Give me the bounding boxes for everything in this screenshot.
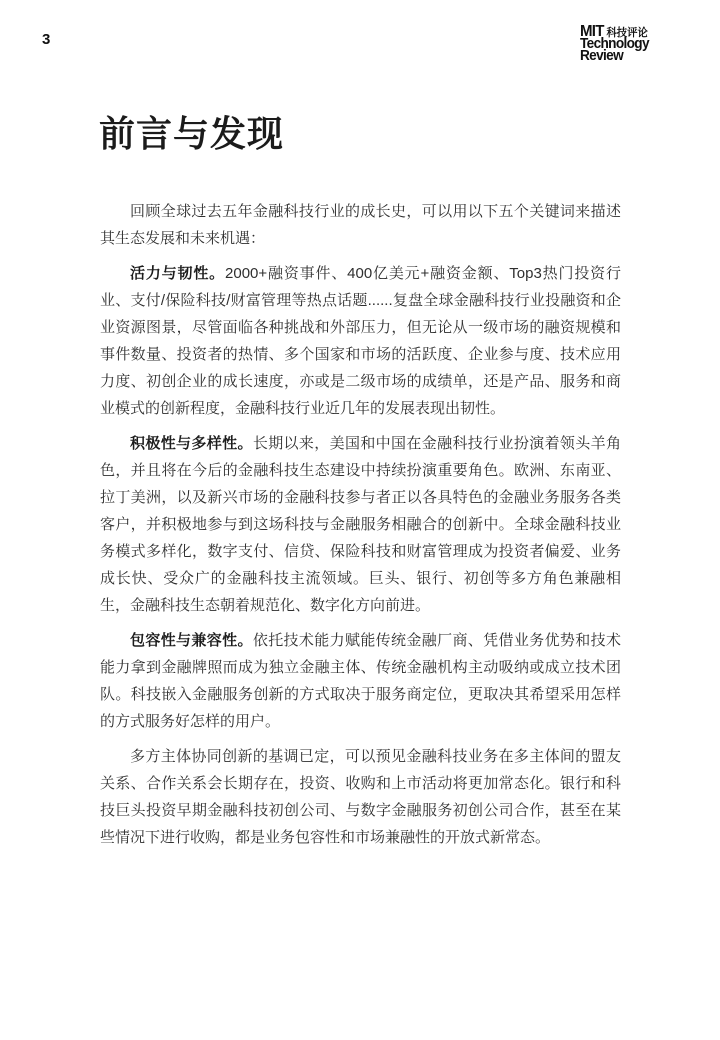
paragraph-text: 长期以来，美国和中国在金融科技行业扮演着领头羊角色，并且将在今后的金融科技生态建设中持续扮演重要角色。欧洲、东南亚、拉丁美洲，以及新兴市场的金融科技参与者正以各具特色的金融业务服务各类客户，并积极地参与到这场科技与金融服务相融合的创新中。全球金融科技业务模式多样化，数字支付、信贷、保险科技和财富管理成为投资者偏爱、业务成长快、受众广的金融科技主流领域。巨头、银行、初创等多方角色兼融相生，金融科技生态朝着规范化、数字化方向前进。 (100, 435, 621, 614)
body-content (100, 198, 621, 859)
paragraph-inclusiveness-compatibility (100, 627, 621, 735)
logo-review-text: Review (580, 48, 624, 64)
mit-technology-review-logo (580, 23, 649, 64)
paragraph-positivity-diversity (100, 430, 621, 619)
paragraph-text: 回顾全球过去五年金融科技行业的成长史，可以用以下五个关键词来描述其生态发展和未来机遇： (100, 203, 621, 247)
paragraph-text: 多方主体协同创新的基调已定，可以预见金融科技业务在多主体间的盟友关系、合作关系会长期存在，投资、收购和上市活动将更加常态化。银行和科技巨头投资早期金融科技初创公司、与数字金融服务初创公司合作，甚至在某些情况下进行收购，都是业务包容性和市场兼融性的开放式新常态。 (100, 748, 621, 846)
logo-chinese-text: 科技评论 (606, 27, 648, 39)
paragraph-text: 2000+融资事件、400亿美元+融资金额、Top3热门投资行业、支付/保险科技/财富管理等热点话题......复盘全球金融科技行业投融资和企业资源图景，尽管面临各种挑战和外部压力，但无论从一级市场的融资规模和事件数量、投资者的热情、多个国家和市场的活跃度、企业参与度、技术应用力度、初创企业的成长速度，亦或是二级市场的成绩单，还是产品、服务和商业模式的创新程度，金融科技行业近几年的发展表现出韧性。 (100, 265, 621, 417)
paragraph-lead: 包容性与兼容性。 (130, 632, 253, 649)
paragraph-lead: 活力与韧性。 (130, 265, 226, 282)
paragraph-lead: 积极性与多样性。 (130, 435, 253, 452)
paragraph-text: 依托技术能力赋能传统金融厂商、凭借业务优势和技术能力拿到金融牌照而成为独立金融主体、传统金融机构主动吸纳或成立技术团队。科技嵌入金融服务创新的方式取决于服务商定位，更取决其希望采用怎样的方式服务好怎样的用户。 (100, 632, 621, 730)
page-number: 3 (42, 31, 51, 48)
paragraph-vitality-resilience (100, 260, 621, 422)
closing-paragraph (100, 743, 621, 851)
intro-paragraph (100, 198, 621, 252)
section-title: 前言与发现 (99, 113, 285, 154)
logo-mit-text: MIT (580, 23, 604, 40)
logo-technology-text: Technology (580, 36, 649, 52)
